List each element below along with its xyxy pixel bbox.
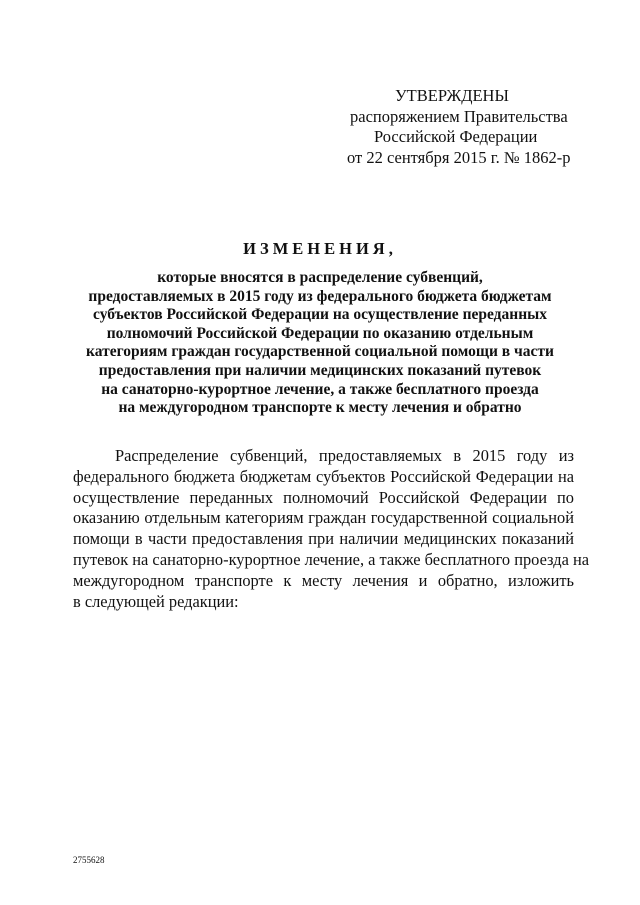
subtitle-line: предоставляемых в 2015 году из федерального бюджета бюджетам xyxy=(88,287,552,305)
subtitle-line: полномочий Российской Федерации по оказанию отдельным xyxy=(106,324,534,342)
subtitle-line: предоставления при наличии медицинских показаний путевок xyxy=(98,361,542,379)
body-line: междугородном транспорте к месту лечения и обратно, изложить xyxy=(73,570,574,590)
document-title: ИЗМЕНЕНИЯ, xyxy=(243,239,397,258)
body-line: осуществление переданных полномочий Российской Федерации по xyxy=(73,487,574,507)
body-line: в следующей редакции: xyxy=(73,591,239,611)
approval-title: УТВЕРЖДЕНЫ xyxy=(395,86,509,105)
body-line: федерального бюджета бюджетам субъектов Российской Федерации на xyxy=(73,466,574,486)
approval-by: распоряжением Правительства xyxy=(350,107,568,126)
body-line: оказанию отдельным категориям граждан государственной социальной xyxy=(73,508,574,528)
approval-government: Российской Федерации xyxy=(374,127,538,146)
document-number: 2755628 xyxy=(73,855,105,865)
approval-date: от 22 сентября 2015 г. № 1862-р xyxy=(347,148,571,167)
subtitle-line: которые вносятся в распределение субвенций, xyxy=(157,269,483,286)
subtitle-line: субъектов Российской Федерации на осуществление переданных xyxy=(93,306,547,324)
document-subtitle xyxy=(60,269,580,418)
subtitle-line: на междугородном транспорте к месту лечения и обратно xyxy=(118,399,522,417)
subtitle-line: категориям граждан государственной социальной помощи в части xyxy=(86,343,554,361)
body-paragraph xyxy=(73,446,589,612)
body-line: помощи в части предоставления при наличии медицинских показаний xyxy=(73,529,574,549)
subtitle-line: на санаторно-курортное лечение, а также бесплатного проезда xyxy=(101,380,539,398)
body-line: путевок на санаторно-курортное лечение, а также бесплатного проезда на xyxy=(73,549,589,569)
body-line: Распределение субвенций, предоставляемых в 2015 году из xyxy=(115,446,574,465)
